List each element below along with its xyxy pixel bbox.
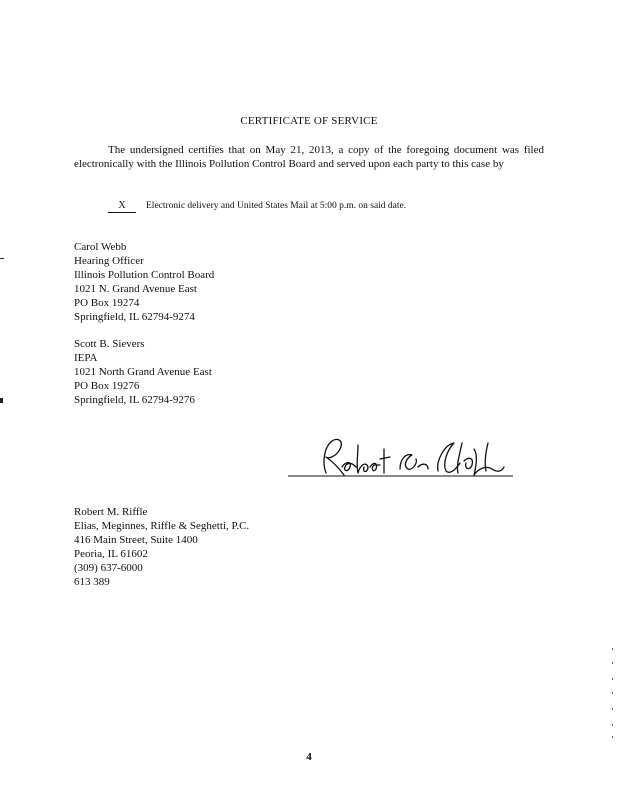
scan-artifact xyxy=(0,258,4,259)
page-number: 4 xyxy=(306,751,312,763)
recipient-city: Springfield, IL 62794-9276 xyxy=(74,394,195,406)
service-method-text: Electronic delivery and United States Mail at 5:00 p.m. on said date. xyxy=(146,201,407,211)
recipient-name: Carol Webb xyxy=(74,241,127,253)
handwritten-signature xyxy=(288,435,513,483)
recipient-organization: IEPA xyxy=(74,352,98,364)
recipient-city: Springfield, IL 62794-9274 xyxy=(74,311,195,323)
signer-street: 416 Main Street, Suite 1400 xyxy=(74,534,198,546)
recipient-po-box: PO Box 19276 xyxy=(74,380,140,392)
certification-paragraph xyxy=(74,143,544,171)
signer-city: Peoria, IL 61602 xyxy=(74,548,148,560)
certification-text: The undersigned certifies that on May 21, 2013, a copy of the foregoing document was filed electronically with the Illinois Pollution Control Board and served upon each party to this case by xyxy=(74,144,544,170)
recipient-street: 1021 N. Grand Avenue East xyxy=(74,283,197,295)
document-title: CERTIFICATE OF SERVICE xyxy=(240,115,378,127)
service-method-line xyxy=(108,199,406,213)
signer-firm: Elias, Meginnes, Riffle & Seghetti, P.C. xyxy=(74,520,250,532)
scan-edge-marks xyxy=(612,648,614,738)
recipient-address-block xyxy=(74,240,214,324)
signer-phone: (309) 637-6000 xyxy=(74,562,143,574)
recipient-name: Scott B. Sievers xyxy=(74,338,145,350)
recipient-po-box: PO Box 19274 xyxy=(74,297,140,309)
signer-name: Robert M. Riffle xyxy=(74,506,148,518)
scan-artifact xyxy=(0,398,3,403)
service-method-mark: X xyxy=(108,200,136,213)
recipient-organization: Illinois Pollution Control Board xyxy=(74,269,215,281)
recipient-street: 1021 North Grand Avenue East xyxy=(74,366,212,378)
signer-address-block xyxy=(74,505,249,589)
signer-registration-number: 613 389 xyxy=(74,576,110,588)
recipient-title: Hearing Officer xyxy=(74,255,144,267)
recipient-address-block xyxy=(74,337,212,407)
